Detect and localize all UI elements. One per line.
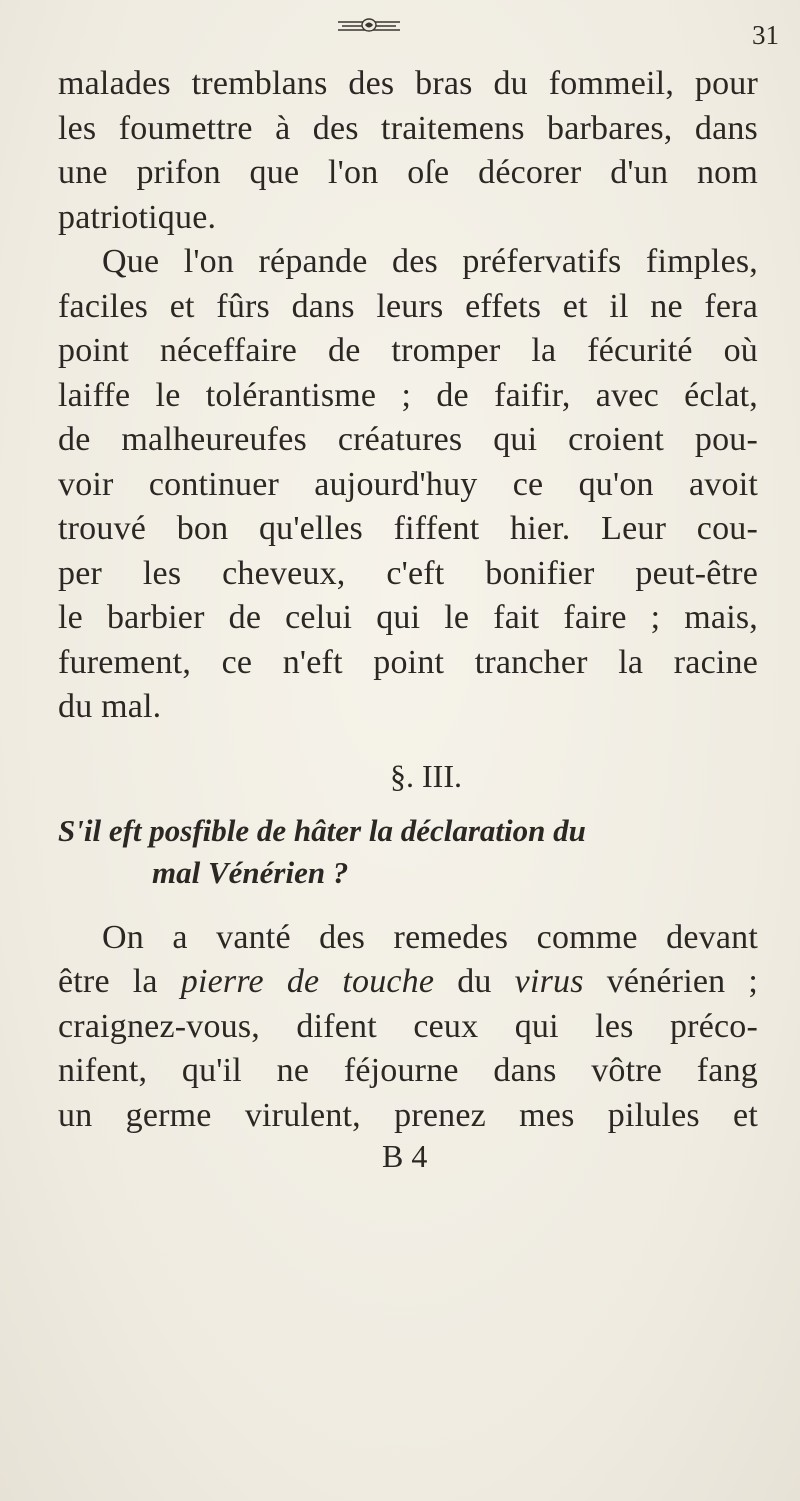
text-run: vénérien ; — [583, 963, 759, 1000]
text-line: patriotique. — [58, 198, 217, 236]
text-line: point néceffaire de tromper la fécurité où — [58, 332, 758, 369]
text-line: furement, ce n'eft point trancher la racine — [58, 643, 758, 681]
heading-line: S'il eft posfible de hâter la déclaration du — [58, 812, 586, 848]
signature-mark: B 4 — [382, 1138, 428, 1174]
text-line: Que l'on répande des préfervatifs fimples, — [102, 243, 758, 280]
text-run: être la — [58, 963, 181, 1000]
section-heading — [58, 810, 758, 894]
text-line: On a vanté des remedes comme devant — [102, 918, 758, 956]
text-line: nifent, qu'il ne féjourne dans vôtre fang — [58, 1052, 758, 1089]
italic-term: virus — [514, 963, 584, 1000]
body-text — [58, 62, 758, 1174]
text-line: voir continuer aujourd'huy ce qu'on avoit — [58, 465, 758, 503]
text-line: une prifon que l'on oſe décorer d'un nom — [58, 154, 758, 191]
text-line: un germe virulent, prenez mes pilules et — [58, 1096, 758, 1134]
page-number: 31 — [752, 20, 779, 50]
paragraph-1 — [58, 62, 758, 240]
paragraph-2 — [58, 240, 758, 730]
text-line: faciles et fûrs dans leurs effets et il ne fera — [58, 287, 758, 325]
running-head — [0, 10, 800, 54]
text-line: de malheureufes créatures qui croient pou- — [58, 421, 758, 458]
text-line: malades tremblans des bras du fommeil, pour — [58, 65, 758, 102]
text-line: le barbier de celui qui le fait faire ; mais, — [58, 599, 758, 636]
text-line: les foumettre à des traitemens barbares, dans — [58, 109, 758, 147]
section-number: §. III. — [390, 757, 462, 794]
text-line: du mal. — [58, 688, 162, 725]
text-run: du — [434, 963, 515, 1000]
ornament-icon — [336, 16, 402, 34]
text-line: per les cheveux, c'eft bonifier peut-être — [58, 554, 758, 592]
text-line — [58, 960, 758, 1005]
text-line: laiffe le tolérantisme ; de faifir, avec éclat, — [58, 376, 758, 414]
paragraph-3 — [58, 916, 758, 1139]
italic-term: pierre de touche — [180, 963, 435, 1000]
text-line: craignez-vous, difent ceux qui les préco- — [58, 1007, 758, 1045]
text-line: trouvé bon qu'elles fiffent hier. Leur cou- — [58, 510, 758, 547]
heading-line: mal Vénérien ? — [152, 854, 349, 890]
